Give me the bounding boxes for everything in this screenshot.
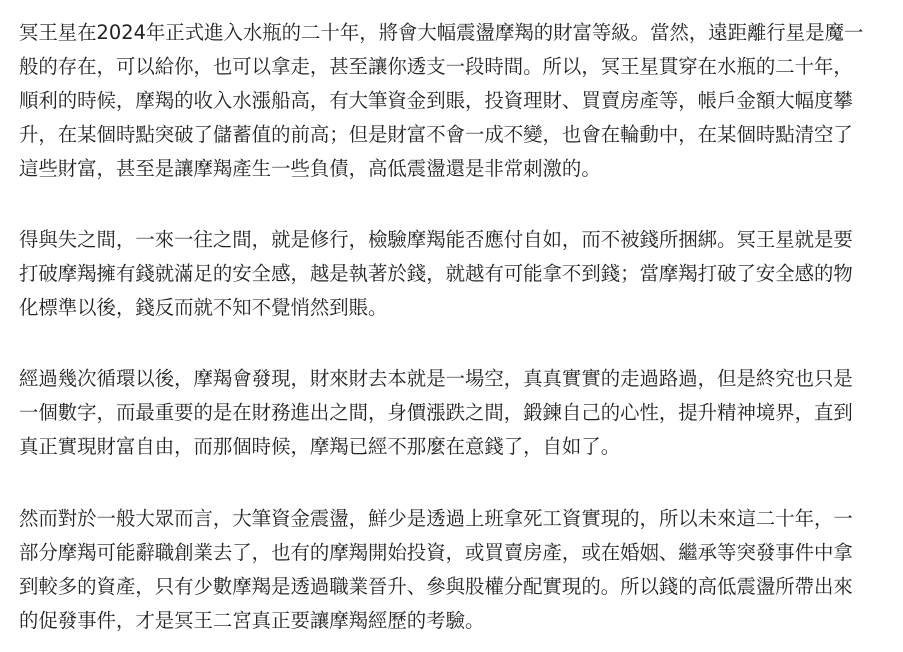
paragraph-line: 一個數字，而最重要的是在財務進出之間，身價漲跌之間，鍛鍊自己的心性，提升精神境界，直到 — [19, 401, 853, 424]
paragraph-line: 得與失之間，一來一往之間，就是修行，檢驗摩羯能否應付自如，而不被錢所捆綁。冥王星就是要 — [19, 228, 853, 251]
paragraph-line: 真正實現財富自由，而那個時候，摩羯已經不那麼在意錢了，自如了。 — [19, 435, 621, 458]
paragraph-line: 升，在某個時點突破了儲蓄值的前高；但是財富不會一成不變，也會在輪動中，在某個時點清空了 — [19, 123, 853, 146]
paragraph-line: 這些財富，甚至是讓摩羯產生一些負債，高低震盪還是非常刺激的。 — [19, 157, 601, 180]
paragraph-line: 順利的時候，摩羯的收入水漲船高，有大筆資金到賬，投資理財、買賣房產等，帳戶金額大幅度攀 — [19, 89, 853, 112]
paragraph-line: 的促發事件，才是冥王二宮真正要讓摩羯經歷的考驗。 — [19, 609, 485, 632]
paragraph-line: 般的存在，可以給你，也可以拿走，甚至讓你透支一段時間。所以，冥王星貫穿在水瓶的二十年， — [19, 55, 853, 78]
paragraph-line: 到較多的資產，只有少數摩羯是透過職業晉升、參與股權分配實現的。所以錢的高低震盪所帶出來 — [19, 575, 853, 598]
paragraph-line: 化標準以後，錢反而就不知不覺悄然到賬。 — [19, 296, 388, 319]
paragraph-line: 打破摩羯擁有錢就滿足的安全感，越是執著於錢，就越有可能拿不到錢；當摩羯打破了安全感的物 — [19, 262, 853, 285]
paragraph-line: 部分摩羯可能辭職創業去了，也有的摩羯開始投資，或買賣房產，或在婚姻、繼承等突發事件中拿 — [19, 541, 853, 564]
paragraph-line: 冥王星在2024年正式進入水瓶的二十年，將會大幅震盪摩羯的財富等級。當然，遠距離行星是魔一 — [19, 21, 864, 44]
paragraph-line: 然而對於一般大眾而言，大筆資金震盪，鮮少是透過上班拿死工資實現的，所以未來這二十年，一 — [19, 507, 853, 530]
paragraph-line: 經過幾次循環以後，摩羯會發現，財來財去本就是一場空，真真實實的走過路過，但是終究也只是 — [19, 367, 853, 390]
